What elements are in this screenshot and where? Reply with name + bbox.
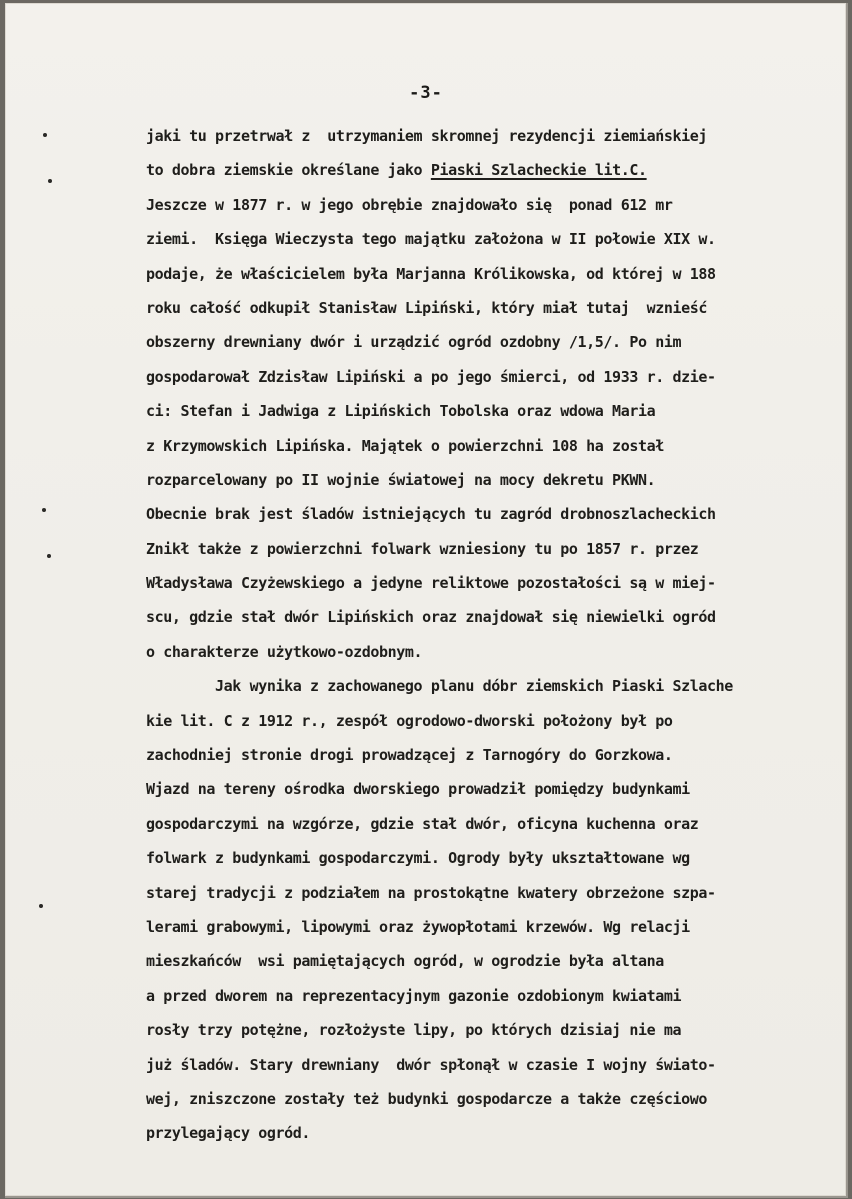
text-line: folwark z budynkami gospodarczymi. Ogrody były ukształtowane wg [146, 849, 690, 868]
text-line: mieszkańców wsi pamiętających ogród, w ogrodzie była altana [146, 952, 664, 971]
document-body [146, 119, 852, 1151]
text-line: podaje, że właścicielem była Marjanna Królikowska, od której w 188 [146, 264, 716, 283]
margin-mark [43, 133, 47, 137]
underlined-place-name: Piaski Szlacheckie lit.C. [430, 161, 647, 180]
text-line: Obecnie brak jest śladów istniejących tu zagród drobnoszlacheckich [146, 505, 716, 524]
text-line: ziemi. Księga Wieczysta tego majątku założona w II połowie XIX w. [146, 230, 716, 249]
text-line: roku całość odkupił Stanisław Lipiński, który miał tutaj wznieść [146, 298, 707, 317]
text-line: już śladów. Stary drewniany dwór spłonął w czasie I wojny świato- [146, 1055, 716, 1074]
text-line: gospodarczymi na wzgórze, gdzie stał dwór, oficyna kuchenna oraz [146, 814, 699, 833]
text-line: rozparcelowany po II wojnie światowej na mocy dekretu PKWN. [146, 470, 656, 489]
text-line [146, 153, 852, 187]
text-line: ci: Stefan i Jadwiga z Lipińskich Tobolska oraz wdowa Maria [146, 402, 656, 421]
margin-mark [48, 179, 52, 183]
text-line: z Krzymowskich Lipińska. Majątek o powierzchni 108 ha został [146, 436, 664, 455]
text-segment: to dobra ziemskie określane jako [146, 161, 431, 180]
text-line: wej, zniszczone zostały też budynki gospodarcze a także częściowo [146, 1089, 707, 1108]
page-number: -3- [409, 83, 443, 103]
margin-mark [47, 554, 51, 558]
text-line: zachodniej stronie drogi prowadzącej z Tarnogóry do Gorzkowa. [146, 746, 673, 765]
text-line: scu, gdzie stał dwór Lipińskich oraz znajdował się niewielki ogród [146, 608, 716, 627]
text-line: przylegający ogród. [146, 1124, 310, 1143]
text-line: Wjazd na tereny ośrodka dworskiego prowadził pomiędzy budynkami [146, 780, 690, 799]
text-line: Jeszcze w 1877 r. w jego obrębie znajdowało się ponad 612 mr [146, 195, 673, 214]
margin-mark [42, 508, 46, 512]
text-line: lerami grabowymi, lipowymi oraz żywopłotami krzewów. Wg relacji [146, 917, 690, 936]
margin-mark [39, 904, 43, 908]
text-line: gospodarował Zdzisław Lipiński a po jego śmierci, od 1933 r. dzie- [146, 367, 716, 386]
text-line: jaki tu przetrwał z utrzymaniem skromnej rezydencji ziemiańskiej [146, 127, 707, 145]
text-line: obszerny drewniany dwór i urządzić ogród ozdobny /1,5/. Po nim [146, 333, 682, 352]
text-line: Znikł także z powierzchni folwark wzniesiony tu po 1857 r. przez [146, 539, 699, 558]
text-line: kie lit. C z 1912 r., zespół ogrodowo-dworski położony był po [146, 711, 673, 730]
text-line: Władysława Czyżewskiego a jedyne reliktowe pozostałości są w miej- [146, 574, 716, 593]
text-line: a przed dworem na reprezentacyjnym gazonie ozdobionym kwiatami [146, 986, 682, 1005]
text-line: o charakterze użytkowo-ozdobnym. [146, 642, 423, 661]
text-line: rosły trzy potężne, rozłożyste lipy, po których dzisiaj nie ma [146, 1021, 682, 1040]
text-line: Jak wynika z zachowanego planu dóbr ziemskich Piaski Szlache [146, 677, 733, 696]
text-line: starej tradycji z podziałem na prostokątne kwatery obrzeżone szpa- [146, 883, 716, 902]
